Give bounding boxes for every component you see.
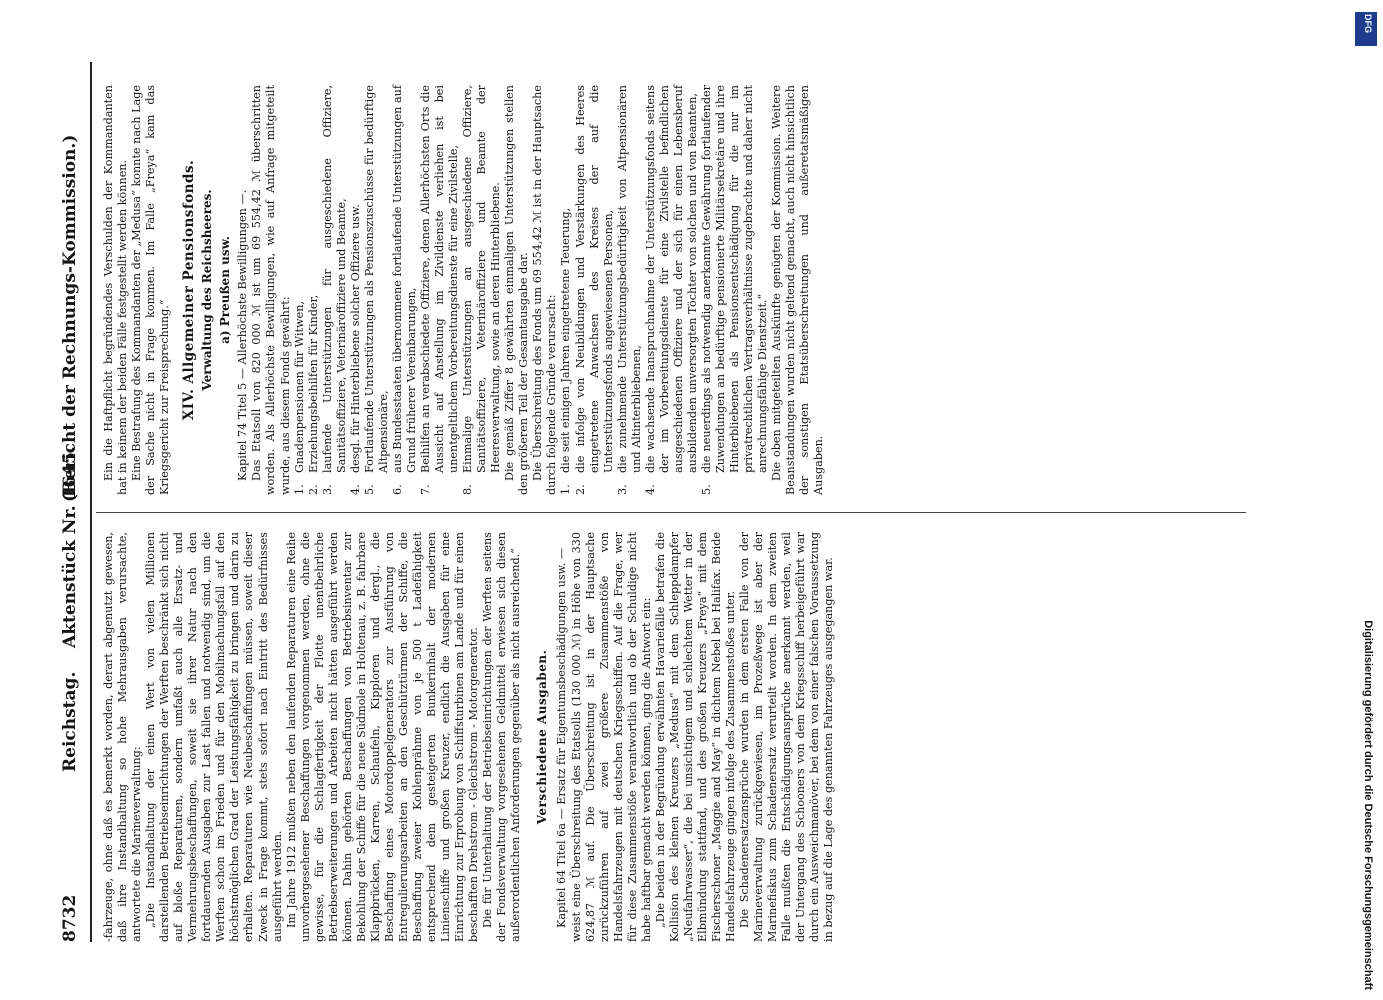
list-number: 2.: [306, 484, 320, 495]
list-item: [644, 85, 700, 495]
list-number: 3.: [320, 484, 334, 495]
paragraph: Im Jahre 1912 mußten neben den laufenden Reparaturen eine Reihe unvorhergesehener Beschaffungen vorgenommen werden, ohne die gewisse, für die Schlagfertigkeit der Flotte unentbehrliche Betriebserweiterungen und Arbeiten nicht hätten ausgeführt werden können. Dahin gehörten Beschaffungen von Betriebsinventar zur Bekohlung der Schiffe für die neue Südmole in Holtenau, z. B. fahrbare Klappbrücken, Karren, Schaufeln, Kipploren und dergl., die Beschaffung eines Motordoppelgenerators zur Ausführung von Entregulierungsarbeiten an den Geschütztürmen der Schiffe, die Beschaffung zweier Kohlenprähme von je 500 t Ladefähigkeit entsprechend dem gesteigerten Bunkerinhalt der modernen Linienschiffe und großen Kreuzer, endlich die Ausgaben für eine Einrichtung zur Erprobung von Schiffsturbinen am Lande und für einen beschafften Drehstrom - Gleichstrom - Motorgenerator.: [284, 532, 481, 942]
section-heading: Verschiedene Ausgaben.: [535, 649, 550, 825]
list-text: Beihilfen an verabschiedete Offiziere, denen Allerhöchsten Orts die Aussicht auf Anstellung im Zivildienste verliehen ist bei unentgeltlichem Vorbereitungsdienste für eine Zivilstelle,: [418, 85, 461, 473]
digitization-notice: Digitalisierung gefördert durch die Deutsche Forschungsgemeinschaft: [1362, 620, 1374, 990]
header-subtitle: (Bericht der Rechnungs-Kommission.): [60, 134, 80, 502]
section-heading: XIV. Allgemeiner Pensionsfonds.: [181, 159, 198, 421]
left-column: [102, 532, 836, 942]
paragraph: Die Schadenersatzansprüche wurden in dem ersten Falle von der Marineverwaltung zurückgewiesen, im Prozeßwege ist aber der Marinefiskus zum Schadenersatz verurteilt worden. In dem zweiten Falle mußten die Entschädigungsansprüche anerkannt werden, weil der Untergang des Schooners von dem Kriegsschiff herbeigeführt war durch ein Ausweichmanöver, bei dem von einer falschen Voraussetzung in bezug auf die Lage des genannten Fahrzeuges ausgegangen war.: [738, 532, 836, 942]
column-divider: [96, 512, 1246, 513]
list-number: 7.: [418, 484, 432, 495]
paragraph: „Die beiden in der Begründung erwähnten Havariefälle betrafen die Kollision des kleinen Kreuzers „Medusa“ mit dem Schleppdampfer „Neufahrwasser“, die bei unsichtigem und schlechtem Wetter in der Elbmündung stattfand, und des großen Kreuzers „Freya“ mit dem Fischerschoner „Maggie and May“ in dichtem Nebel bei Halifax. Beide Handelsfahrzeuge gingen infolge des Zusammenstoßes unter.: [653, 532, 738, 942]
list-text: die infolge von Neubildungen und Verstärkungen des Heeres eingetretene Anwachsen des Kreises der auf die Unterstützungsfonds angewiesenen Personen,: [573, 85, 615, 473]
paragraph: Die Überschreitung des Fonds um 69 554,42 ℳ ist in der Hauptsache durch folgende Gründe verursacht:: [531, 85, 559, 495]
list-item: [307, 85, 321, 495]
list-number: 5.: [362, 484, 376, 495]
chapter-line: Kapitel 74 Titel 5 — Allerhöchste Bewilligungen —.: [236, 189, 250, 481]
subsection-heading: a) Preußen usw.: [218, 236, 233, 344]
list-item: [559, 85, 573, 495]
paragraph: Die gemäß Ziffer 8 gewährten einmaligen Unterstützungen stellen den größeren Teil der Gesamtausgabe dar.: [503, 85, 531, 495]
list-number: 1.: [292, 484, 306, 495]
list-number: 4.: [348, 484, 362, 495]
list-text: Fortlaufende Unterstützungen als Pensionszuschüsse für bedürftige Altpensionäre,: [362, 85, 390, 473]
paragraph: Das Etatsoll von 820 000 ℳ ist um 69 554,42 ℳ überschritten worden. Als Allerhöchste Bewilligungen, wie auf Anfrage mitgeteilt wurde, aus diesem Fonds gewährt:: [250, 85, 292, 495]
list-number: 1.: [559, 484, 573, 495]
list-number: 3.: [615, 484, 629, 495]
reasons-list: [559, 85, 770, 495]
paragraph: weist eine Überschreitung des Etatsolls (130 000 ℳ) in Höhe von 330 624,87 ℳ auf. Die Überschreitung ist in der Hauptsache zurückzuführen auf zwei größere Zusammenstöße von Handelsfahrzeugen mit deutschen Kriegsschiffen. Auf die Frage, wer für diese Zusammenstöße verantwortlich und ob der Schuldige nicht habe haftbar gemacht werden können, ging die Antwort ein:: [569, 532, 653, 942]
list-text: Einmalige Unterstützungen an ausgeschiedene Offiziere, Sanitätsoffiziere, Veterinäroffiziere und Beamte der Heeresverwaltung, sowie an deren Hinterbliebene.: [461, 85, 503, 473]
list-text: Gnadenpensionen für Witwen,: [292, 300, 306, 473]
list-item: [349, 85, 363, 495]
list-item: [419, 85, 461, 495]
digitization-sidebar: [1350, 10, 1380, 990]
page-number: 8732: [60, 894, 80, 942]
list-text: laufende Unterstützungen für ausgeschiedene Offiziere, Sanitätsoffiziere, Veterinäroffiziere und Beamte,: [320, 85, 348, 473]
list-item: [391, 85, 419, 495]
list-text: die neuerdings als notwendig anerkannte Gewährung fortlaufender Zuwendungen an bedürftige pensionierte Militärsekretäre und ihre Hinterbliebenen als Pensionsentschädigung für die nur im privatrechtlichen Vertragsverhältnisse zugebrachte und daher nicht anrechnungsfähige Dienstzeit.“: [699, 85, 770, 473]
paragraph: Die für Unterhaltung der Betriebseinrichtungen der Werften seitens der Fondsverwaltung vorgesehenen Geldmittel erwiesen sich diesen außerordentlichen Anforderungen gegenüber als nicht ausreichend.“: [481, 532, 523, 942]
list-item: [293, 85, 307, 495]
grants-list: [293, 85, 504, 495]
list-item: [321, 85, 349, 495]
paragraph: Ein die Haftpflicht begründendes Verschulden der Kommandanten hat in keinem der beiden Fälle festgestellt werden können.: [102, 85, 130, 495]
paragraph: -fahrzeuge, ohne daß es bemerkt worden, derart abgenutzt gewesen, daß ihre Instandhaltung so hohe Mehrausgaben verursachte, antwortete die Marineverwaltung:: [102, 532, 144, 942]
document-number: Aktenstück Nr. 1645.: [60, 446, 80, 648]
list-text: die zunehmende Unterstützungsbedürftigkeit von Altpensionären und Altinterbliebenen,: [615, 85, 643, 473]
paragraph: Die oben mitgeteilten Auskünfte genügten der Kommission. Weitere Beanstandungen wurden nicht geltend gemacht, auch nicht hinsichtlich der sonstigen Etatsüberschreitungen und außeretatsmäßigen Ausgaben.: [770, 85, 826, 495]
list-number: 2.: [573, 484, 587, 495]
list-item: [363, 85, 391, 495]
publication-name: Reichstag.: [60, 671, 80, 772]
dfg-logo: [1355, 12, 1377, 46]
list-text: die wachsende Inanspruchnahme der Unterstützungsfonds seitens der im Vorbereitungsdienste für eine Zivilstelle befindlichen ausgeschiedenen Offiziere und der sich für einen Lebensberuf ausbildenden unversorgten Töchter von solchen und von Beamten,: [643, 85, 699, 473]
list-number: 6.: [390, 484, 404, 495]
list-number: 8.: [461, 484, 475, 495]
subsection-heading: Verwaltung des Reichsheeres.: [200, 189, 215, 391]
list-number: 5.: [699, 484, 713, 495]
list-text: aus Bundesstaaten übernommene fortlaufende Unterstützungen auf Grund früherer Vereinbarungen,: [390, 85, 418, 473]
right-column: [102, 85, 826, 495]
dfg-logo-text: DFG: [1363, 14, 1373, 33]
list-item: [574, 85, 616, 495]
chapter-line: Kapitel 64 Titel 6a — Ersatz für Eigentumsbeschädigungen usw. —: [555, 547, 569, 928]
list-text: die seit einigen Jahren eingetretene Teuerung,: [559, 207, 573, 473]
list-item: [461, 85, 503, 495]
list-number: 4.: [643, 484, 657, 495]
list-text: Erziehungsbeihilfen für Kinder,: [306, 294, 320, 473]
paragraph: Eine Bestrafung des Kommandanten der „Medusa“ konnte nach Lage der Sache nicht in Frage kommen. Im Falle „Freya“ kam das Kriegsgericht zur Freisprechung.“: [130, 85, 172, 495]
list-item: [700, 85, 770, 495]
paragraph: „Die Instandhaltung der einen Wert von vielen Millionen darstellenden Betriebseinrichtungen der Werften beschränkt sich nicht auf bloße Reparaturen, sondern umfaßt auch alle Ersatz- und Vermehrungsbeschaffungen, soweit sie ihrer Natur nach den fortdauernden Ausgaben zur Last fallen und notwendig sind, um die Werften schon im Frieden und für den Mobilmachungsfall auf den höchstmöglichen Grad der Leistungsfähigkeit zu bringen und darin zu erhalten. Reparaturen wie Neubeschaffungen müssen, soweit dieser Zweck in Frage kommt, stets sofort nach Eintritt des Bedürfnisses ausgeführt werden.: [144, 532, 284, 942]
header-rule: [90, 62, 92, 942]
list-item: [616, 85, 644, 495]
list-text: desgl. für Hinterbliebene solcher Offiziere usw.: [348, 204, 362, 473]
